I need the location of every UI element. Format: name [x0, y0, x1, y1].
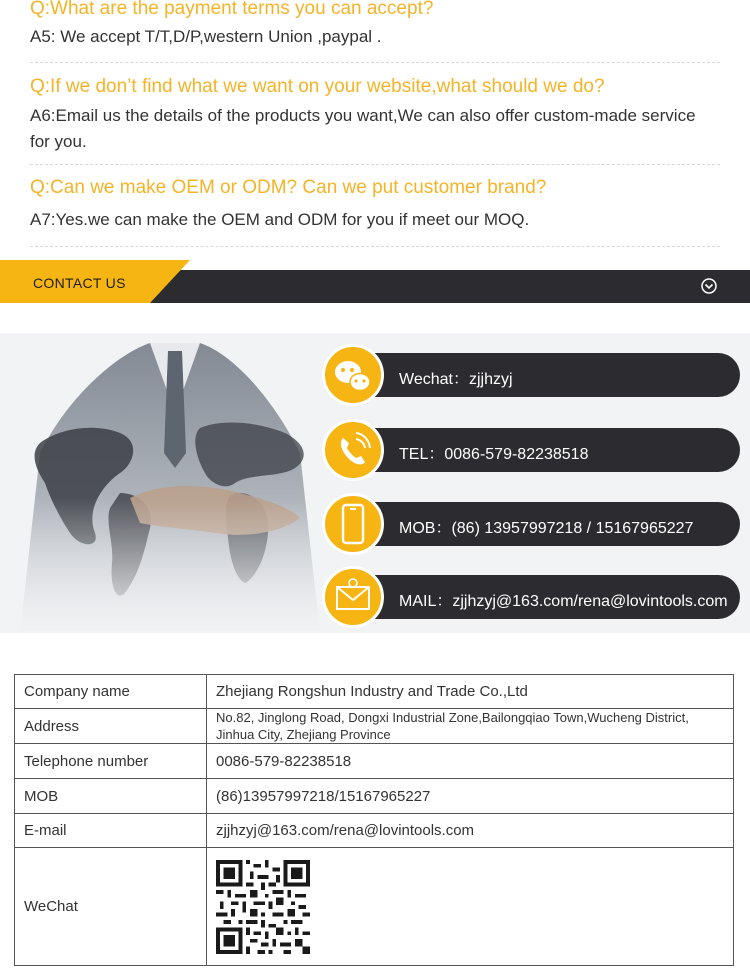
tel-contact-text: TEL：0086-579-82238518	[399, 446, 589, 463]
table-key: MOB	[15, 779, 207, 814]
table-row	[15, 675, 734, 709]
table-value: 0086-579-82238518	[207, 744, 734, 779]
chevron-down-icon[interactable]	[701, 278, 717, 294]
faq-question-5: Q:What are the payment terms you can accept?	[30, 0, 434, 19]
table-value: (86)13957997218/15167965227	[207, 779, 734, 814]
faq-question-6: Q:If we don’t find what we want on your website,what should we do?	[30, 76, 605, 97]
mobile-icon	[322, 493, 384, 555]
table-value: No.82, Jinglong Road, Dongxi Industrial Zone,Bailongqiao Town,Wucheng District, Jinhua City, Zhejiang Province	[207, 709, 734, 744]
table-value: zjjhzyj@163.com/rena@lovintools.com	[207, 814, 734, 848]
faq-question-7: Q:Can we make OEM or ODM? Can we put customer brand?	[30, 177, 547, 198]
wechat-icon	[322, 344, 384, 406]
table-key: WeChat	[15, 848, 207, 966]
mail-contact-text: MAIL：zjjhzyj@163.com/rena@lovintools.com	[399, 593, 728, 610]
wechat-contact-text: Wechat：zjjhzyj	[399, 371, 513, 388]
phone-icon	[322, 419, 384, 481]
wechat-qr-code-image	[216, 860, 310, 954]
table-key: Address	[15, 709, 207, 744]
table-row	[15, 779, 734, 814]
table-row	[15, 709, 734, 744]
table-value: Zhejiang Rongshun Industry and Trade Co.,Ltd	[207, 675, 734, 709]
mail-icon	[322, 566, 384, 628]
faq-divider	[30, 246, 720, 247]
company-info-table	[14, 674, 734, 966]
table-key: Telephone number	[15, 744, 207, 779]
faq-answer-5: A5: We accept T/T,D/P,western Union ,paypal .	[30, 27, 382, 46]
table-row	[15, 814, 734, 848]
table-row	[15, 744, 734, 779]
mobile-contact-text: MOB：(86) 13957997218 / 15167965227	[399, 520, 694, 537]
table-key: E-mail	[15, 814, 207, 848]
faq-answer-7: A7:Yes.we can make the OEM and ODM for you if meet our MOQ.	[30, 210, 530, 229]
contact-us-heading: CONTACT US	[33, 275, 126, 291]
faq-answer-6: A6:Email us the details of the products you want,We can also offer custom-made service for you.	[30, 106, 696, 151]
wechat-qr-cell	[207, 848, 734, 966]
faq-divider	[30, 164, 720, 165]
table-row	[15, 848, 734, 966]
table-key: Company name	[15, 675, 207, 709]
faq-divider	[30, 62, 720, 63]
